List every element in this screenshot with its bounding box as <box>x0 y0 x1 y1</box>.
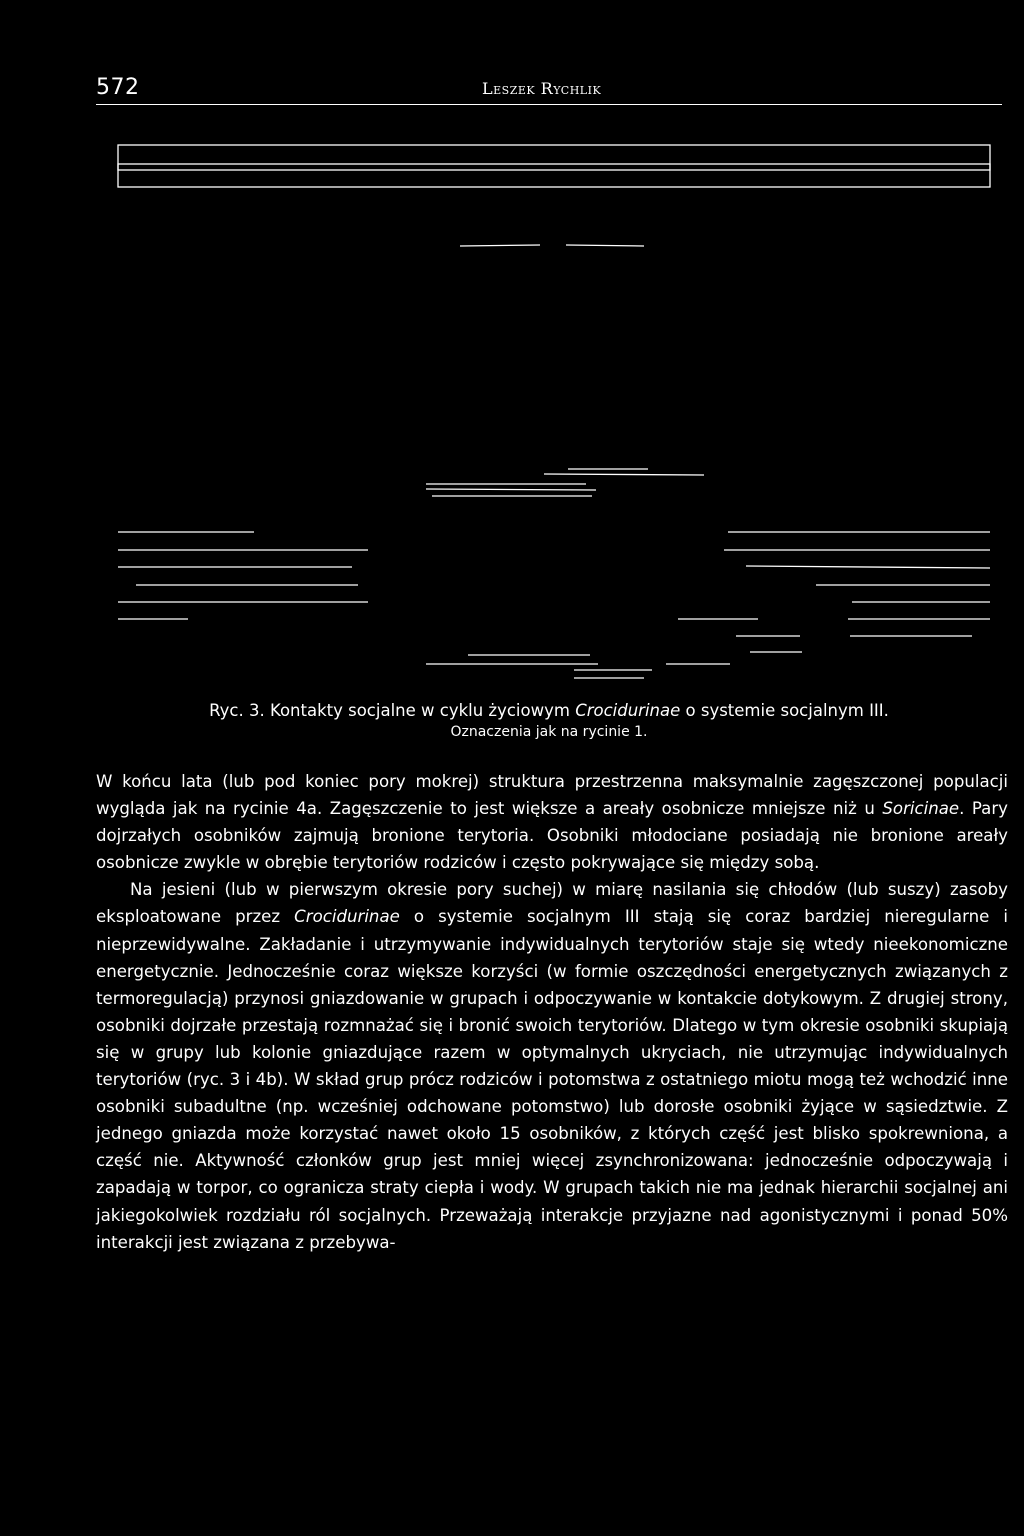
caption-text: Kontakty socjalne w cyklu życiowym <box>264 701 576 720</box>
figure-3 <box>96 130 1002 700</box>
taxon-name: Crocidurinae <box>294 907 400 927</box>
figure-line <box>566 245 644 246</box>
body-text <box>96 768 1008 1256</box>
figure-line <box>426 489 596 490</box>
caption-line-1 <box>96 700 1002 722</box>
caption-text-end: o systemie socjalnym III. <box>680 701 889 720</box>
figure-line <box>746 566 990 568</box>
figure-caption <box>96 700 1002 742</box>
figure-frame-inner <box>118 164 990 187</box>
paragraph-text: o systemie socjalnym III stają się coraz bardziej nieregularne i nieprzewidywalne. Zakładanie i utrzymywanie indywidualnych terytoriów staje się wtedy nieekonomiczne energetycznie. Jednocześnie coraz większe korzyści (w formie oszczędności energetycznych związanych z termoregulacją) przynosi gniazdowanie w grupach i odpoczywanie w kontakcie dotykowym. Z drugiej strony, osobniki dojrzałe przestają rozmnażać się i bronić swoich terytoriów. Dlatego w tym okresie osobniki skupiają się w grupy lub kolonie gniazdujące razem w optymalnych ukryciach, nie utrzymując indywidualnych terytoriów (ryc. 3 i 4b). W skład grup prócz rodziców i potomstwa z ostatniego miotu mogą też wchodzić inne osobniki subadultne (np. wcześniej odchowane potomstwo) lub dorosłe osobniki żyjące w sąsiedztwie. Z jednego gniazda może korzystać nawet około 15 osobników, z których część jest blisko spokrewniona, a część nie. Aktywność członków grup jest mniej więcej zsynchronizowana: jednocześnie odpoczywają i zapadają w torpor, co ogranicza straty ciepła i wody. W grupach takich nie ma jednak hierarchii socjalnej ani jakiegokolwiek rozdziału ról socjalnych. Przeważają interakcje przyjazne nad agonistycznymi i ponad 50% interakcji jest związana z przebywa- <box>96 907 1008 1252</box>
paragraph-text: . Pary dojrzałych osobników zajmują bronione terytoria. Osobniki młodociane posiadają nie bronione areały osobnicze zwykle w obrębie terytoriów rodziców i często pokrywające się między sobą. <box>96 799 1008 873</box>
header-rule <box>96 104 1002 105</box>
figure-frame-top <box>118 145 990 170</box>
paragraph-1 <box>96 768 1008 876</box>
figure-3-diagram <box>96 130 1002 700</box>
taxon-name: Soricinae <box>882 799 960 819</box>
paragraph-text: Na jesieni (lub w pierwszym okresie pory suchej) w miarę nasilania się chłodów (lub suszy) zasoby eksploatowane przez <box>96 880 1008 927</box>
figure-line <box>544 474 704 475</box>
running-head: Leszek Rychlik <box>482 79 602 98</box>
page-number: 572 <box>96 75 140 100</box>
caption-line-2: Oznaczenia jak na rycinie 1. <box>450 724 648 740</box>
caption-label: Ryc. 3. <box>209 701 265 720</box>
caption-taxon: Crocidurinae <box>575 701 681 720</box>
paragraph-2 <box>96 876 1008 1255</box>
figure-line <box>460 245 540 246</box>
paragraph-text: W końcu lata (lub pod koniec pory mokrej) struktura przestrzenna maksymalnie zagęszczonej populacji wygląda jak na rycinie 4a. Zagęszczenie to jest większe a areały osobnicze mniejsze niż u <box>96 772 1008 819</box>
page-header <box>96 76 1002 106</box>
